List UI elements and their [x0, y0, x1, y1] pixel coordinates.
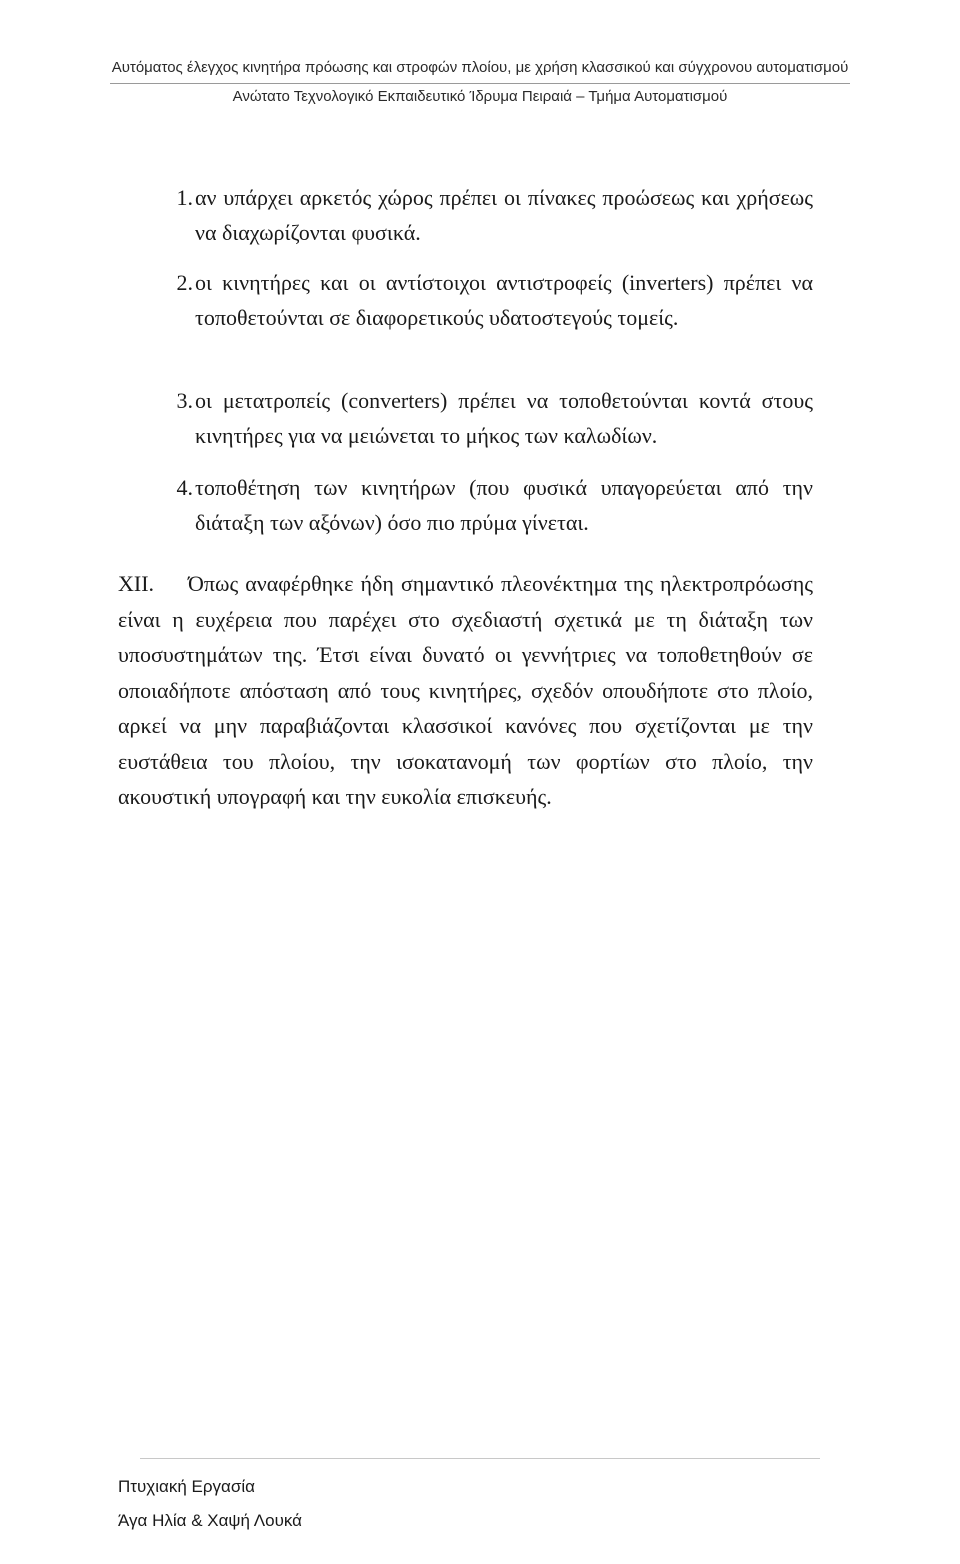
list-item-text: οι κινητήρες και οι αντίστοιχοι αντιστροφείς (inverters) πρέπει να τοποθετούνται σε διαφορετικούς υδατοστεγούς τομείς.: [195, 270, 813, 330]
list-item-number: 3.: [176, 388, 193, 413]
header-title: Αυτόματος έλεγχος κινητήρα πρόωσης και στροφών πλοίου, με χρήση κλασσικού και σύγχρονου αυτοματισμού: [111, 59, 849, 76]
list-item-text: οι μετατροπείς (converters) πρέπει να τοποθετούνται κοντά στους κινητήρες για να μειώνεται το μήκος των καλωδίων.: [195, 388, 813, 448]
footer-authors: Άγα Ηλία & Χαψή Λουκά: [118, 1511, 303, 1530]
page-footer: [118, 1470, 302, 1538]
list-item: [176, 470, 813, 540]
list-item-number: 1.: [176, 185, 193, 210]
footer-divider: [140, 1458, 820, 1459]
list-item-text: αν υπάρχει αρκετός χώρος πρέπει οι πίνακες προώσεως και χρήσεως να διαχωρίζονται φυσικά.: [195, 185, 813, 245]
list-item: [176, 265, 813, 335]
section-paragraph: [118, 566, 813, 815]
footer-thesis-label: Πτυχιακή Εργασία: [118, 1477, 255, 1496]
header-institution: Ανώτατο Τεχνολογικό Εκπαιδευτικό Ίδρυμα Πειραιά – Τμήμα Αυτοματισμού: [232, 88, 728, 105]
header-divider: [110, 83, 850, 84]
section-text: Όπως αναφέρθηκε ήδη σημαντικό πλεονέκτημα της ηλεκτροπρόωσης είναι η ευχέρεια που παρέχει στο σχεδιαστή σχετικά με τη διάταξη των υποσυστημάτων της. Έτσι είναι δυνατό οι γεννήτριες να τοποθετηθούν σε οποιαδήποτε απόσταση από τους κινητήρες, σχεδόν οπουδήποτε στο πλοίο, αρκεί να μην παραβιάζονται κλασσικοί κανόνες που σχετίζονται με την ευστάθεια του πλοίου, την ισοκατανομή των φορτίων στο πλοίο, την ακουστική υπογραφή και την ευκολία επισκευής.: [118, 571, 813, 809]
list-item-number: 2.: [176, 270, 193, 295]
section-number: XII.: [118, 571, 155, 596]
list-item-number: 4.: [176, 475, 193, 500]
list-item-text: τοποθέτηση των κινητήρων (που φυσικά υπαγορεύεται από την διάταξη των αξόνων) όσο πιο πρύμα γίνεται.: [195, 475, 813, 535]
list-item: [176, 180, 813, 250]
list-item: [176, 383, 813, 453]
page-header: [0, 58, 960, 107]
